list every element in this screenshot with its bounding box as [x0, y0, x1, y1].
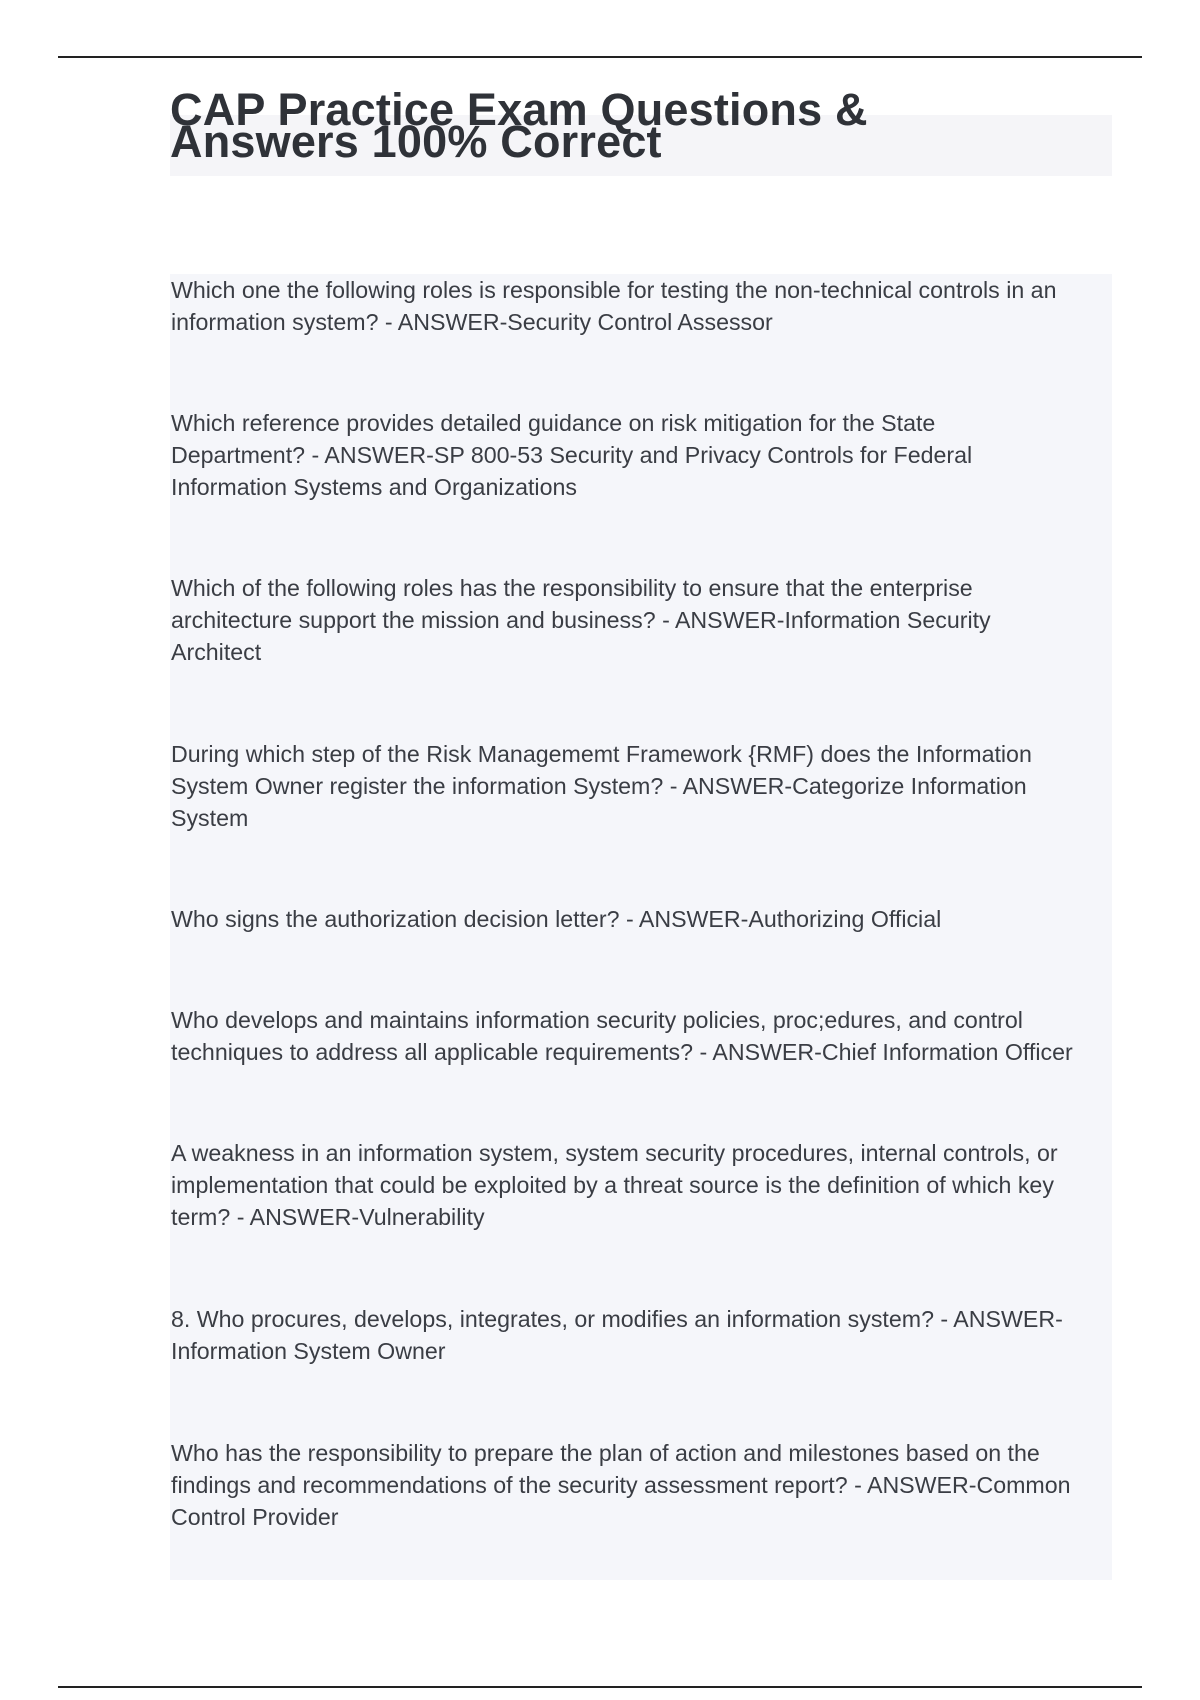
qa-item-5: Who signs the authorization decision letter? - ANSWER-Authorizing Official	[171, 906, 942, 932]
qa-item-4: During which step of the Risk Managememt Framework {RMF) does the Information System Owner register the information System? - ANSWER-Categorize Information System	[171, 741, 1032, 831]
qa-item-3: Which of the following roles has the responsibility to ensure that the enterprise architecture support the mission and business? - ANSWER-Information Security Architect	[171, 575, 991, 665]
qa-item-7: A weakness in an information system, system security procedures, internal controls, or implementation that could be exploited by a threat source is the definition of which key term? - ANSWER-Vulnerability	[171, 1140, 1058, 1230]
qa-item-6: Who develops and maintains information security policies, proc;edures, and control techniques to address all applicable requirements? - ANSWER-Chief Information Officer	[171, 1007, 1073, 1065]
top-rule	[58, 56, 1142, 58]
qa-item-1: Which one the following roles is responsible for testing the non-technical controls in an information system? - ANSWER-Security Control Assessor	[171, 277, 1057, 335]
qa-item-9: Who has the responsibility to prepare the plan of action and milestones based on the findings and recommendations of the security assessment report? - ANSWER-Common Control Provider	[171, 1440, 1071, 1530]
qa-item-2: Which reference provides detailed guidance on risk mitigation for the State Department? - ANSWER-SP 800-53 Security and Privacy Controls for Federal Information Systems and Organizations	[171, 410, 973, 500]
bottom-rule	[58, 1686, 1142, 1688]
page-title: CAP Practice Exam Questions & Answers 100% Correct	[170, 84, 868, 167]
qa-item-8: 8. Who procures, develops, integrates, or modifies an information system? - ANSWER- Information System Owner	[171, 1306, 1063, 1364]
